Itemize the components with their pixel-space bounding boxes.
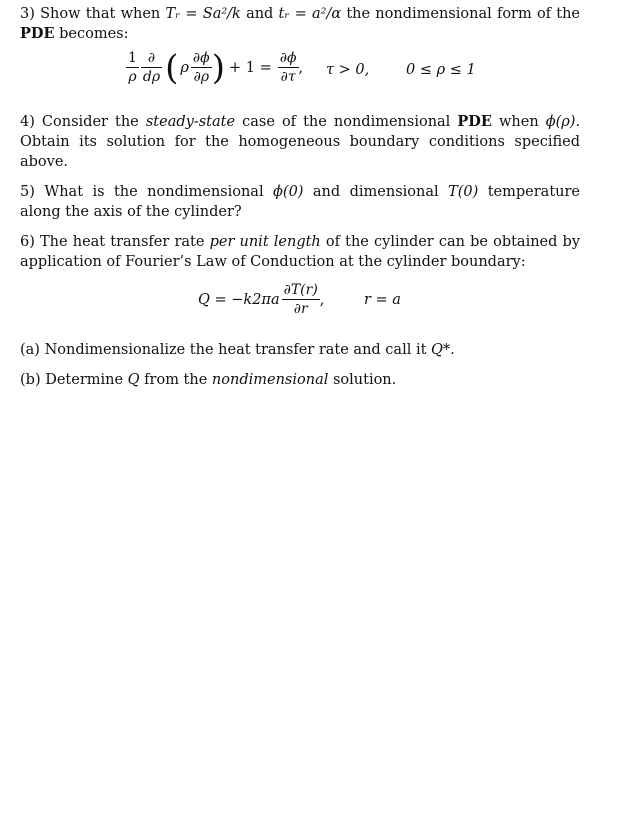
part-a [20,340,580,360]
eq-frac-d-drho: $\frac{\partial}{d\rho}$ [142,50,161,85]
q3-equation: $\frac{1}{\rho}$ $\frac{\partial}{d\rho}$ ( ρ $\frac{\partial\phi}{\partial\rho}$ ) + 1 = $\frac{\partial\phi}{\partial\tau}$ , τ > 0, 0 ≤ ρ ≤ 1 [128,47,476,88]
part-a-qstar: Q*. [431,342,455,358]
q5-mid: and dimensional [312,184,439,200]
q4-phi: ϕ(ρ). [545,114,581,130]
question-6 [20,232,580,272]
eq-plus-one: + 1 = [228,59,272,76]
q5-lead: 5) What is the nondimensional [20,184,264,200]
part-b-nondimensional: nondimensional [211,372,329,388]
q3-t-expression: tᵣ = a²/α [278,6,342,22]
q6-equation [20,272,580,330]
eq-comma: , [298,59,304,76]
part-b-tail: solution. [332,372,397,388]
part-b-q: Q [127,372,140,388]
q3-pde: PDE [20,25,55,42]
question-3 [20,4,580,44]
document-page [20,4,580,390]
q4-mid: case of the nondimensional [242,114,451,130]
q3-and: and [246,6,274,22]
eq-condition-r: r = a [364,292,401,308]
eq-q-lhs: Q = −k2πa [198,291,280,308]
q4-tail: Obtain its solution for the homogeneous boundary conditions specified above. [20,134,580,170]
q5-t0: T(0) [448,184,479,200]
eq-condition-tau: τ > 0, [326,62,370,78]
q4-pde: PDE [457,113,492,130]
question-5 [20,182,580,222]
eq-rho: ρ [180,59,189,76]
q4-steady-state: steady-state [145,114,236,130]
q3-tail: the nondimensional form of the [346,6,581,22]
q4-when: when [498,114,539,130]
q5-tail: temperature along the axis of the cylinder? [20,184,580,220]
eq-q-comma: , [319,291,325,308]
q5-phi0: ϕ(0) [273,184,304,200]
q4-lead: 4) Consider the [20,114,139,130]
q6-tail: of the cylinder can be obtained by application of Fourier’s Law of Conduction at the cylinder boundary: [20,234,581,270]
part-b-from: from the [144,372,208,388]
part-a-lead: (a) Nondimensionalize the heat transfer rate and call it [20,342,427,358]
eq-frac-dT-dr: $\frac{\partial T(r)}{\partial r}$ [283,282,318,317]
eq-frac-dphi-dtau: $\frac{\partial\phi}{\partial\tau}$ [279,50,297,85]
eq-frac-dphi-drho: $\frac{\partial\phi}{\partial\rho}$ [192,50,210,85]
eq-condition-rho: 0 ≤ ρ ≤ 1 [406,62,476,78]
eq-frac-1-over-rho: $\frac{1}{\rho}$ [128,50,137,85]
part-b [20,370,580,390]
q3-lead: 3) Show that when [20,6,161,22]
part-b-lead: (b) Determine [20,372,124,388]
question-4 [20,112,580,172]
q3-tr-expression: Tᵣ = Sa²/k [165,6,241,22]
q6-per-unit-length: per unit length [209,234,321,250]
q3-becomes: becomes: [59,26,129,42]
q6-lead: 6) The heat transfer rate [20,234,205,250]
